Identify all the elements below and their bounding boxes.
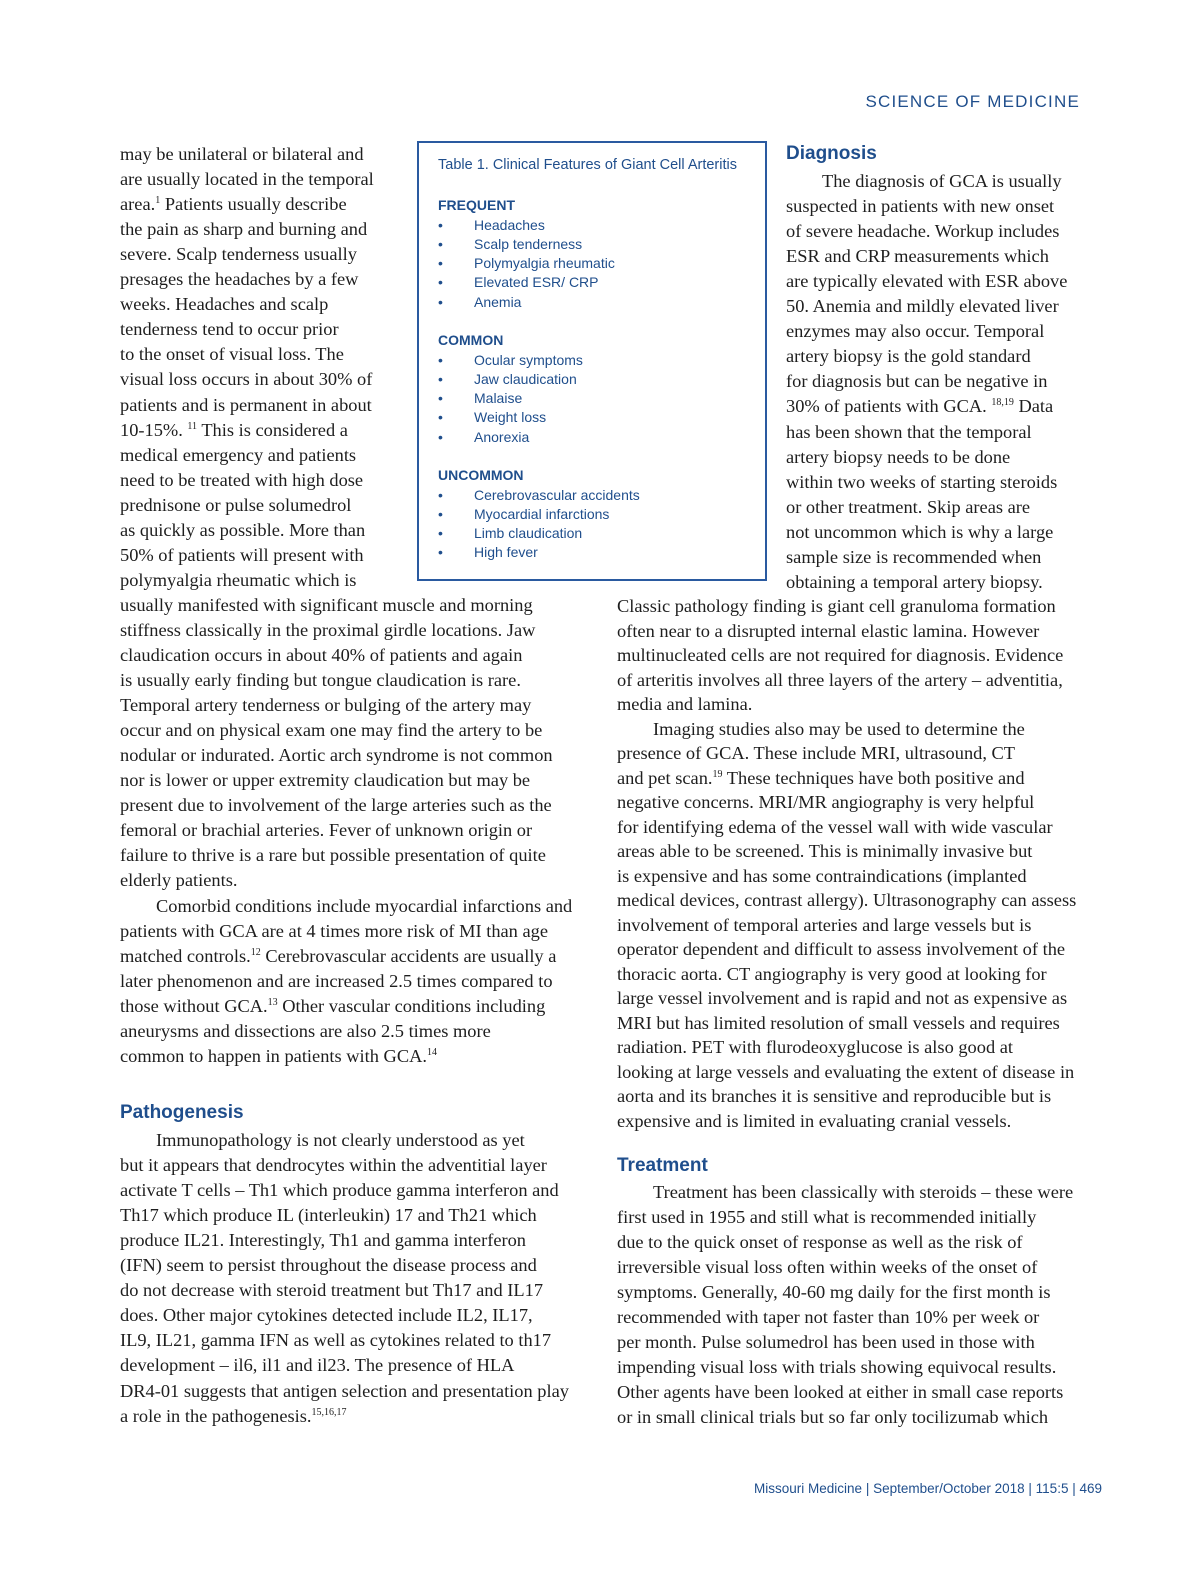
text-line [786,394,1053,419]
text-line [617,1355,1056,1380]
text-run: suspected in patients with new onset [786,196,1055,217]
table-item-text: Elevated ESR/ CRP [474,274,599,291]
text-line [617,1109,1011,1134]
text-line [617,986,1067,1011]
text-line [617,1035,1013,1060]
text-run: and pet scan. [617,767,713,788]
text-line [617,1380,1063,1405]
text-line [822,169,1062,194]
text-line [786,520,1053,545]
text-run: This is considered a [197,419,348,440]
table-item-text: Headaches [474,216,545,233]
text-run: does. Other major cytokines detected include IL2, IL17, [120,1305,533,1326]
citation-superscript: 11 [187,420,198,432]
text-run: operator dependent and difficult to assess involvement of the [617,939,1066,959]
text-run: activate T cells – Th1 which produce gamma interferon and [120,1180,559,1201]
text-line [617,839,1032,864]
text-run: irreversible visual loss often within weeks of the onset of [617,1257,1038,1278]
text-run: failure to thrive is a rare but possible presentation of quite [120,845,546,866]
text-run: DR4-01 suggests that antigen selection and presentation play [120,1380,569,1401]
text-line [786,244,1049,269]
text-run: occur and on physical exam one may find the artery to be [120,720,543,741]
text-line [120,668,521,693]
text-run: expensive and is limited in evaluating cranial vessels. [617,1110,1012,1131]
text-run: or in small clinical trials but so far only tocilizumab which [617,1407,1049,1428]
text-run: elderly patients. [120,870,238,891]
table-group-label: COMMON [438,332,504,348]
text-line [786,194,1054,219]
text-run: multinucleated cells are not required for diagnosis. Evidence [617,645,1064,665]
text-line [156,894,572,919]
text-line [617,1230,1023,1255]
bullet-icon: • [438,255,443,272]
text-run: is expensive and has some contraindications (implanted [617,865,1027,886]
text-run: artery biopsy is the gold standard [786,346,1031,367]
text-run: Other agents have been looked at either in small case reports [617,1382,1064,1403]
text-line [617,619,1039,644]
text-line [120,1303,533,1328]
text-line [120,543,364,568]
text-run: nor is lower or upper extremity claudication but may be [120,770,531,791]
text-line [120,693,531,718]
text-run: severe. Scalp tenderness usually [120,244,357,265]
text-run: presence of GCA. These include MRI, ultrasound, CT [617,743,1016,763]
text-run: stiffness classically in the proximal girdle locations. Jaw [120,619,536,640]
treatment-heading: Treatment [617,1155,708,1176]
text-line [120,493,351,518]
text-run: the pain as sharp and burning and [120,219,368,240]
text-line [617,1084,1051,1109]
pathogenesis-heading: Pathogenesis [120,1102,244,1123]
text-run: are typically elevated with ESR above [786,271,1068,292]
text-line [120,1353,514,1378]
text-run: of arteritis involves all three layers of the artery – adventitia, [617,669,1063,690]
text-run: first used in 1955 and still what is recommended initially [617,1207,1037,1228]
text-line [617,1060,1074,1085]
text-line [120,317,339,342]
text-run: recommended with taper not faster than 10% per week or [617,1307,1040,1328]
text-line [120,367,372,392]
text-line [120,1379,569,1404]
text-run: within two weeks of starting steroids [786,471,1058,492]
text-run: Data [1013,396,1054,417]
text-line [786,445,1010,470]
text-run: has been shown that the temporal [786,421,1032,442]
text-line [120,768,530,793]
text-run: as quickly as possible. More than [120,519,366,540]
text-run: enzymes may also occur. Temporal [786,321,1045,342]
bullet-icon: • [438,390,443,407]
text-run: IL9, IL21, gamma IFN as well as cytokines related to th17 [120,1330,552,1351]
text-line [617,692,752,717]
text-line [120,142,364,167]
text-run: of severe headache. Workup includes [786,221,1060,242]
text-line [120,793,552,818]
text-line [617,1011,1060,1036]
bullet-icon: • [438,235,443,252]
text-run: prednisone or pulse solumedrol [120,494,352,515]
text-run: but it appears that dendrocytes within the adventitial layer [120,1155,547,1176]
text-line [786,545,1041,570]
bullet-icon: • [438,525,443,542]
text-run: obtaining a temporal artery biopsy. [786,571,1043,592]
text-line [156,1128,525,1153]
table-item-text: Anorexia [474,428,530,445]
text-line [120,718,542,743]
text-line [617,668,1063,693]
citation-superscript: 18,19 [991,397,1014,409]
text-line [617,1330,1035,1355]
text-line [120,643,522,668]
bullet-icon: • [438,370,443,387]
text-run: looking at large vessels and evaluating the extent of disease in [617,1061,1075,1082]
text-line [120,969,553,994]
citation-superscript: 1 [155,195,161,207]
text-run: do not decrease with steroid treatment but Th17 and IL17 [120,1280,544,1301]
text-run: MRI but has limited resolution of small vessels and requires [617,1012,1060,1033]
text-run: artery biopsy needs to be done [786,446,1011,467]
text-run: large vessel involvement and is rapid and not as expensive as [617,988,1068,1008]
text-line [120,292,328,317]
text-line [786,369,1047,394]
text-run: need to be treated with high dose [120,469,364,490]
table-item-text: Scalp tenderness [474,235,583,252]
table-group-label: UNCOMMON [438,467,524,483]
table-title: Table 1. Clinical Features of Giant Cell Arteritis [438,157,737,173]
text-run: presages the headaches by a few [120,269,359,290]
citation-superscript: 14 [426,1046,437,1058]
text-run: claudication occurs in about 40% of patients and again [120,645,523,665]
text-line [120,1019,491,1044]
citation-superscript: 15,16,17 [311,1406,347,1418]
table-group-label: FREQUENT [438,197,515,213]
text-line [120,242,357,267]
text-line [120,868,237,893]
bullet-icon: • [438,351,443,368]
text-line [120,1278,543,1303]
text-run: tenderness tend to occur prior [120,319,339,340]
text-run: medical devices, contrast allergy). Ultrasonography can assess [617,890,1077,910]
text-line [120,618,535,643]
text-line [120,1404,347,1429]
text-line [786,294,1059,319]
text-line [120,994,545,1019]
text-run: or other treatment. Skip areas are [786,496,1031,517]
text-line [786,495,1030,520]
text-run: nodular or indurated. Aortic arch syndrome is not common [120,745,553,766]
text-line [120,393,372,418]
bullet-icon: • [438,274,443,291]
table-item-text: Jaw claudication [474,370,577,387]
text-line [786,319,1044,344]
text-line [120,217,367,242]
text-run: for identifying edema of the vessel wall with wide vascular [617,816,1053,837]
text-line [617,1255,1037,1280]
text-run: visual loss occurs in about 30% of [120,369,373,390]
table-item-text: Myocardial infarctions [474,505,610,522]
text-run: produce IL21. Interestingly, Th1 and gamma interferon [120,1230,526,1251]
text-run: Cerebrovascular accidents are usually a [260,945,557,966]
text-run: Other vascular conditions including [277,995,546,1016]
text-line [617,1405,1048,1430]
text-run: common to happen in patients with GCA. [120,1045,427,1066]
text-run: Classic pathology finding is giant cell granuloma formation [617,596,1056,616]
text-line [120,1203,537,1228]
text-line [617,913,1031,938]
text-run: thoracic aorta. CT angiography is very good at looking for [617,963,1047,984]
text-run: ESR and CRP measurements which [786,246,1049,267]
text-run: 50% of patients will present with [120,544,364,565]
text-run: is usually early finding but tongue claudication is rare. [120,670,521,691]
text-line [617,594,1056,619]
text-line [617,888,1076,913]
text-run: aorta and its branches it is sensitive and reproducible but is [617,1086,1052,1106]
text-line [786,219,1059,244]
text-line [120,1253,537,1278]
text-run: those without GCA. [120,995,268,1016]
text-line [617,766,1025,791]
text-line [120,342,344,367]
text-run: medical emergency and patients [120,444,357,465]
text-line [120,443,356,468]
text-run: involvement of temporal arteries and large vessels but is [617,914,1032,935]
text-line [120,919,548,944]
text-run: due to the quick onset of response as well as the risk of [617,1232,1023,1253]
text-run: 10-15%. [120,419,188,440]
text-line [786,344,1031,369]
text-run: femoral or brachial arteries. Fever of unknown origin or [120,820,533,841]
text-run: weeks. Headaches and scalp [120,294,329,315]
text-run: later phenomenon and are increased 2.5 times compared to [120,970,553,991]
text-line [120,568,356,593]
table-item-text: Ocular symptoms [474,351,583,368]
text-run: present due to involvement of the large arteries such as the [120,795,552,816]
text-line [120,1044,437,1069]
text-line [120,818,532,843]
text-run: aneurysms and dissections are also 2.5 times more [120,1020,491,1041]
text-line [120,167,374,192]
text-run: Th17 which produce IL (interleukin) 17 and Th21 which [120,1205,537,1226]
citation-superscript: 13 [267,996,278,1008]
text-run: patients and is permanent in about [120,394,372,415]
text-line [120,1328,551,1353]
table-item-text: Malaise [474,390,523,407]
text-run: sample size is recommended when [786,546,1042,567]
text-run: are usually located in the temporal [120,169,374,190]
table-item-text: Weight loss [474,409,547,426]
table-item-text: Limb claudication [474,525,583,542]
text-line [617,790,1034,815]
text-run: to the onset of visual loss. The [120,344,344,365]
text-run: for diagnosis but can be negative in [786,371,1048,392]
text-run: polymyalgia rheumatic which is [120,569,357,590]
journal-footer: Missouri Medicine | September/October 2018 | 115:5 | 469 [754,1481,1102,1496]
text-line [617,1280,1050,1305]
text-run: Treatment has been classically with steroids – these were [653,1182,1074,1202]
table-item-text: High fever [474,544,538,561]
text-run: area. [120,194,156,215]
bullet-icon: • [438,216,443,233]
bullet-icon: • [438,505,443,522]
text-run: media and lamina. [617,694,753,714]
text-run: The diagnosis of GCA is usually [822,171,1062,191]
text-line [617,1205,1036,1230]
text-run: matched controls. [120,945,251,966]
table-item-text: Polymyalgia rheumatic [474,255,615,272]
section-header: SCIENCE OF MEDICINE [865,92,1080,111]
table-item-text: Anemia [474,293,522,310]
text-line [120,843,546,868]
text-run: Immunopathology is not clearly understood as yet [156,1130,525,1150]
text-run: impending visual loss with trials showing equivocal results. [617,1357,1057,1378]
text-line [617,1305,1039,1330]
text-line [120,944,556,969]
bullet-icon: • [438,544,443,561]
text-run: Temporal artery tenderness or bulging of the artery may [120,695,532,716]
text-line [120,267,358,292]
text-line [617,815,1053,840]
text-run: patients with GCA are at 4 times more risk of MI than age [120,920,548,941]
text-run: 50. Anemia and mildly elevated liver [786,296,1059,317]
text-line [120,1228,526,1253]
bullet-icon: • [438,409,443,426]
text-run: radiation. PET with flurodeoxyglucose is also good at [617,1037,1014,1057]
text-run: These techniques have both positive and [722,767,1025,788]
text-run: negative concerns. MRI/MR angiography is very helpful [617,792,1035,812]
text-line [786,570,1043,595]
text-line [617,741,1015,766]
text-line [120,593,533,618]
text-line [786,269,1067,294]
text-line [617,643,1063,668]
bullet-icon: • [438,486,443,503]
text-run: Patients usually describe [160,194,347,215]
text-line [120,468,363,493]
text-line [120,518,365,543]
text-run: development – il6, il1 and il23. The presence of HLA [120,1355,515,1376]
text-line [786,420,1032,445]
diagnosis-heading: Diagnosis [786,143,877,164]
text-run: a role in the pathogenesis. [120,1405,312,1426]
citation-superscript: 12 [250,946,261,958]
text-run: areas able to be screened. This is minimally invasive but [617,841,1033,861]
text-line [786,470,1057,495]
text-line [120,192,347,217]
bullet-icon: • [438,293,443,310]
text-run: per month. Pulse solumedrol has been used in those with [617,1332,1035,1353]
bullet-icon: • [438,428,443,445]
clinical-features-table [417,141,767,581]
text-line [617,962,1047,987]
text-run: Comorbid conditions include myocardial infarctions and [156,895,573,916]
text-line [653,1180,1073,1205]
text-run: not uncommon which is why a large [786,521,1054,542]
text-line [617,937,1065,962]
text-run: symptoms. Generally, 40-60 mg daily for the first month is [617,1282,1051,1303]
text-run: (IFN) seem to persist throughout the disease process and [120,1255,537,1276]
text-line [617,864,1027,889]
text-line [120,1153,547,1178]
text-run: Imaging studies also may be used to determine the [653,718,1025,739]
text-line [120,418,348,443]
text-run: usually manifested with significant muscle and morning [120,594,533,615]
text-line [653,717,1025,742]
table-item-text: Cerebrovascular accidents [474,486,640,503]
text-run: 30% of patients with GCA. [786,396,992,417]
text-run: often near to a disrupted internal elastic lamina. However [617,620,1040,641]
text-run: may be unilateral or bilateral and [120,144,364,164]
citation-superscript: 19 [712,768,723,780]
text-line [120,1178,559,1203]
text-line [120,743,553,768]
